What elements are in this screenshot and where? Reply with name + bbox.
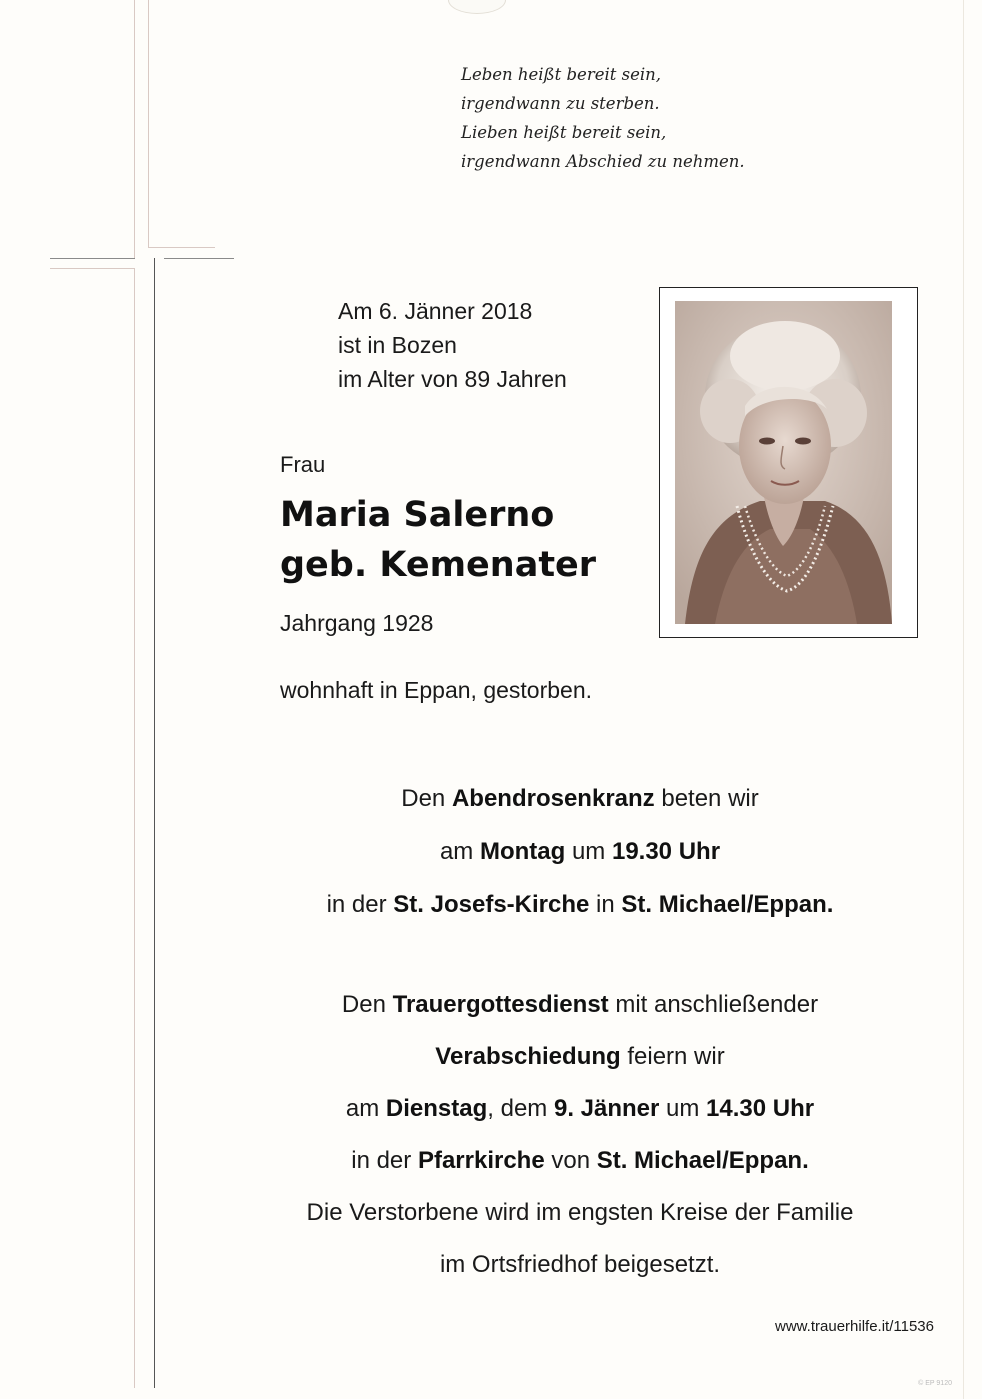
rosary-church: St. Josefs-Kirche xyxy=(393,891,590,918)
rosary-line xyxy=(160,772,982,825)
residence: wohnhaft in Eppan, gestorben. xyxy=(280,677,593,703)
rosary-label: Abendrosenkranz xyxy=(451,785,655,812)
name-line: Maria Salerno xyxy=(280,495,555,535)
funeral-line xyxy=(160,979,982,1031)
rosary-line xyxy=(160,878,982,931)
intro-line: im Alter von 89 Jahren xyxy=(338,366,567,392)
rosary-time: 19.30 Uhr xyxy=(611,838,721,865)
quote-line: irgendwann zu sterben. xyxy=(461,94,660,113)
quote-line: Leben heißt bereit sein, xyxy=(461,65,661,84)
quote-line: irgendwann Abschied zu nehmen. xyxy=(461,152,745,171)
funeral-time: 14.30 Uhr xyxy=(706,1095,815,1122)
text: in der xyxy=(326,891,394,918)
text: am xyxy=(439,838,480,865)
service-label: Trauergottesdienst xyxy=(392,991,609,1018)
text: feiern wir xyxy=(620,1043,725,1070)
cross-line xyxy=(134,0,135,258)
rosary-line xyxy=(160,825,982,878)
rosary-announcement xyxy=(160,772,982,931)
punch-hole xyxy=(448,0,506,14)
funeral-place: St. Michael/Eppan. xyxy=(596,1147,809,1174)
funeral-line: Die Verstorbene wird im engsten Kreise der Familie xyxy=(306,1199,854,1226)
intro-line: Am 6. Jänner 2018 xyxy=(338,298,533,324)
text: , dem xyxy=(487,1095,554,1122)
deceased-name xyxy=(280,490,596,590)
rosary-day: Montag xyxy=(479,838,566,865)
cross-line xyxy=(50,258,135,259)
cross-line xyxy=(148,247,215,248)
maiden-name-line: geb. Kemenater xyxy=(280,545,597,585)
text: Den xyxy=(401,785,452,812)
cross-line xyxy=(134,268,135,1388)
farewell-label: Verabschiedung xyxy=(435,1043,621,1070)
text: mit anschließender xyxy=(608,991,819,1018)
funeral-date: 9. Jänner xyxy=(553,1095,660,1122)
cross-line xyxy=(164,258,234,259)
salutation: Frau xyxy=(280,452,326,477)
cross-line xyxy=(148,0,149,247)
birth-year: Jahrgang 1928 xyxy=(280,610,434,636)
text: am xyxy=(345,1095,386,1122)
print-code: © EP 9120 xyxy=(918,1380,952,1387)
funeral-day: Dienstag xyxy=(385,1095,488,1122)
funeral-line xyxy=(160,1083,982,1135)
text: in der xyxy=(351,1147,418,1174)
funeral-line xyxy=(160,1031,982,1083)
funeral-church: Pfarrkirche xyxy=(417,1147,545,1174)
text: um xyxy=(659,1095,707,1122)
funeral-line: im Ortsfriedhof beigesetzt. xyxy=(439,1251,721,1278)
memorial-quote xyxy=(461,60,745,176)
death-announcement xyxy=(338,294,567,396)
portrait-frame xyxy=(659,287,918,638)
text: um xyxy=(565,838,612,865)
intro-line: ist in Bozen xyxy=(338,332,457,358)
funeral-announcement xyxy=(160,979,982,1291)
text: Den xyxy=(341,991,393,1018)
text: beten wir xyxy=(654,785,759,812)
text: in xyxy=(589,891,622,918)
cross-line xyxy=(154,258,155,1388)
funeral-line xyxy=(160,1135,982,1187)
cross-line xyxy=(50,268,135,269)
portrait-image xyxy=(675,301,892,624)
website-link[interactable]: www.trauerhilfe.it/11536 xyxy=(775,1318,934,1335)
quote-line: Lieben heißt bereit sein, xyxy=(461,123,667,142)
text: von xyxy=(544,1147,597,1174)
portrait-photo xyxy=(675,301,892,624)
rosary-place: St. Michael/Eppan. xyxy=(621,891,834,918)
